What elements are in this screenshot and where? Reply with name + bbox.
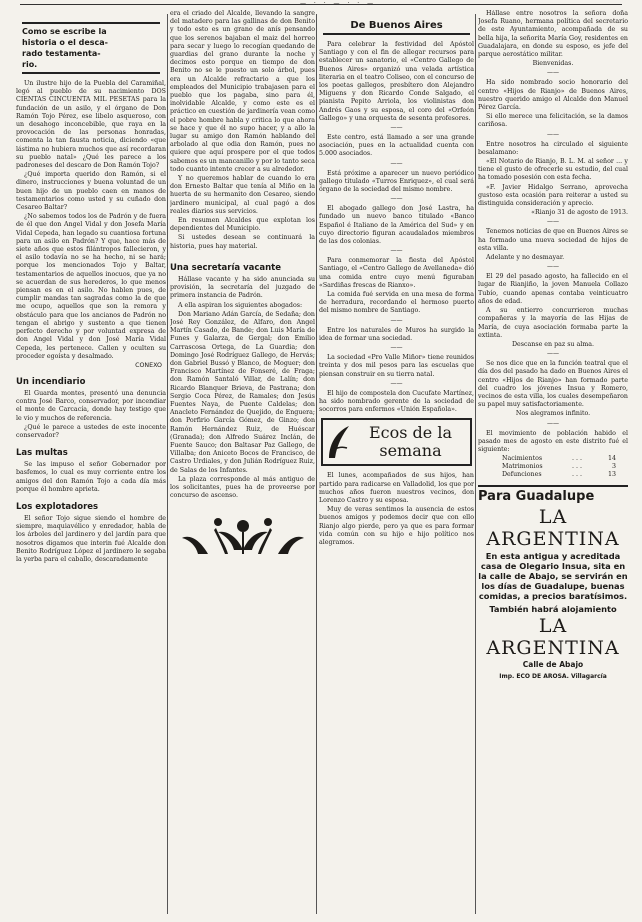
divider: ——: [547, 350, 559, 358]
column-3: [319, 10, 474, 916]
news-item: La comida fué servida en una mesa de forma de herradura, recordando el hermoso puerto del mismo nombre de Santiago.: [319, 291, 474, 315]
paragraph: Un ilustre hijo de la Puebla del Caramiñal, legó al pueblo de su nacimiento DOS CIENTAS CINCUENTA MIL PESETAS para la fundación de un asilo, y el órgano de Don Ramón Tojo Pérez, ese libelo asqueroso, con un desahogo inconcebible, que raya en la provocación de las personas honradas, comenta la tan fausta noticia, diciendo «que lástima no hubiera muchos que así recordaran su pueblo natal» ¿Qué les parece a los padroneses del descaro de Don Ramón Tojo?: [16, 80, 166, 170]
column-2: [170, 10, 315, 916]
divider: ——: [547, 419, 559, 427]
paragraph: El señor Tojo sigue siendo el hombre de siempre, maquiavélico y enredador, habla de los árboles del jardinero y del jardín para que nosotros digamos que interin fué Alcalde don Benito Rodríguez López el jardinero le segaba la yerba para el caballo, descaradamente: [16, 514, 166, 563]
paragraph: El lunes, acompañados de sus hijos, han partido para radicarse en Valladolid, los que por muchos años fueron nuestros vecinos, don Lorenzo Castro y su esposa.: [319, 472, 474, 504]
paragraph: Hállase vacante y ha sido anunciada su provisión, la secretaría del juzgado de primera instancia de Padrón.: [170, 275, 315, 300]
paragraph: Se nos dice que en la función teatral que el día dos del pasado ha dado en Buenos Aires el centro «Hijos de Rianjo» han formado parte del cuadro los jóvenes Insua y Romero, vecinos de esta villa, los cuales desempeñaron su papel muy satisfactoriamente.: [478, 360, 628, 409]
paragraph: ¿No sabemos todos los de Padrón y de fuera de él que don Angel Vidal y don Josefa María Vidal Cepeda, han legado su cuantiosa fortuna para un asilo en Padrón? Y que, hace más de siete años que estos filántropos fallecieron, y el asilo todavía no se ha hecho, ni se hará; porque los mencionados Tojo y Baltar, testamentarios de aquellos inocuos, que ya no se acuerdan de sus herederos, lo que menos piensan es en el asilo. No hablen pues, de cumplir mandas tan sagradas como la de que me ocupo, aquellos que son la remora y obstáculo para que los ancianos de Padrón no tengan el abrigo y sustento a que tienen perfecto derecho y por voluntad expresa de don Angel Vidal y don José María Vidal Cepeda, les pertenece. Callen y oculten su proceder egoísta y desalmado.: [16, 213, 166, 360]
stats-row: Defunciones . . . 13: [502, 471, 616, 479]
paragraph: «Rianjo 31 de agosto de 1913.: [531, 209, 628, 217]
stats-row: Nacimientos . . . 14: [502, 455, 616, 463]
divider: ——: [390, 159, 403, 167]
floral-ornament-icon: [178, 510, 308, 556]
news-item: Para celebrar la festividad del Apóstol Santiago y con el fin de allegar recursos para establecer un sanatorio, el «Centro Gallego de Buenos Aires» organizó una velada artística literaria en el teatro Coliseo, con el concurso de los poetas gallegos, presbítero don Alejandro Miguens y don Ricardo Conde Salgado, el pianista Pepito Arriola, los violinistas don Andrés Gaos y su esposa, el coro del «Orfeón Gallego» y una orquesta de sesenta profesores.: [319, 41, 474, 122]
paragraph: Ha sido nombrado socio honorario del centro «Hijos de Rianjo» de Buenos Aires, nuestro querido amigo el Alcalde don Manuel Pérez García.: [478, 79, 628, 112]
column-4: [478, 10, 628, 916]
news-item: El hijo de compostela don Cucufate Martínez, ha sido nombrado gerente de la sociedad de socorros para enfermos «Unión Española».: [319, 389, 474, 414]
paragraph: En resumen Alcaldes que explotan los dependientes del Municipio.: [170, 217, 315, 233]
paragraph: El movimiento de población habido el pasado mes de agosto en este distrito fué el siguiente:: [478, 429, 628, 453]
divider: ——: [390, 379, 403, 387]
ecos-title-line: semana: [379, 441, 442, 461]
paragraph: Y no queremos hablar de cuando lo era don Ernesto Baltar que tenía al Miño en la huerta de su hermanito don Cesareo, siendo jardinero municipal, al cual pagó a dos reales diarios sus servicios.: [170, 175, 315, 215]
paragraph: Entre nosotros ha circulado el siguiente besalamano:: [478, 140, 628, 156]
scroll-ornament-icon: [325, 422, 353, 462]
paragraph: Adelante y no desmayar.: [486, 254, 565, 262]
paragraph: «El Notario de Rianjo, B. L. M. al señor ... y tiene el gusto de ofrecerle su estudio, del cual ha tomado posesión con esta fecha.: [478, 158, 628, 182]
column-rule: [475, 14, 476, 914]
section-heading: Un incendiario: [16, 376, 86, 387]
ecos-title-line: Ecos de la: [368, 423, 453, 443]
column-1: [16, 10, 166, 916]
ad-business-name: LA ARGENTINA: [486, 506, 620, 551]
article-headline-box: [22, 22, 160, 74]
headline-line: rado testamenta-: [22, 49, 101, 58]
paragraph: era el criado del Alcalde, llevando la sangre del matadero para las gallinas de don Benito y todo esto es un grano de anís pensando que los serenos bajaban el maiz del horreo para secar y luego lo recogían quedando de guardias del grano durante la noche y decimos esto porque en tiempo de don Benito no se le puesto un solo árbol, pues era un Alcalde refractario a que los empleados del Municipio trabajasen para el pueblo que los pagaba, sino para él, inolvidable Alcalde, y como este es el práctico en cuestión de jardinería vean como el pobre hombre habla y critica lo que ahora se hace y que él no supo hacer, y a allo la lugar su amigo don Ramón hablando del arbolado al que odia don Ramón, pues no quiere que aquí prospere por el que todos sabemos es un mancanillo y por lo tanto seca todo cuanto intente crecer a su alrededor.: [170, 10, 315, 173]
paragraph: La plaza corresponde al más antiguo de los solicitantes, pues ha de proveerse por concurso de ascenso.: [170, 475, 315, 500]
news-item: Está próxime a aparecer un nuevo periódico gallego titulado «Turros Enriquez», el cual será órgano de la sociedad del mismo nombre.: [319, 169, 474, 194]
divider: ——: [390, 344, 403, 352]
divider: ——: [390, 316, 403, 324]
author-signoff: CONEXO: [135, 361, 162, 369]
paragraph: ¿Qué le parece a ustedes de este inocente conservador?: [16, 423, 166, 439]
divider: ——: [390, 247, 403, 255]
paragraph: El Guarda montes, presentó una denuncia contra José Barco, conservador, por incendiar el monte de Carcacía, donde hay testigo que le vio y muchos de referencia.: [16, 389, 166, 422]
headline-line: Como se escribe la: [22, 27, 107, 36]
population-stats: [502, 455, 628, 479]
ad-text: En esta antigua y acreditada casa de Olegario Insua, sita en la calle de Abajo, se servirán en los días de Guadalupe, buenas comidas, a precios baratísimos.: [478, 551, 628, 602]
news-item: Entre los naturales de Muros ha surgido la idea de formar una sociedad.: [319, 326, 474, 342]
stats-row: Matrimonios . . . 3: [502, 463, 616, 471]
divider: ——: [390, 124, 403, 132]
column-rule: [316, 14, 317, 914]
column-rule: [167, 14, 168, 914]
news-item: Este centro, está llamado a ser una grande asociación, pues en la actualidad cuenta con 5.000 asociados.: [319, 134, 474, 158]
advertisement: [478, 485, 628, 680]
divider: ——: [547, 69, 559, 77]
paragraph: ¿Qué importa querido don Ramón, si el dinero, instrucciones y buena voluntad de un buen hijo de un pueblo caen en manos de testamentarios como usted y su cuñado don Cesareo Baltar?: [16, 171, 166, 212]
ecos-banner: [321, 418, 472, 466]
section-title-buenos-aires: De Buenos Aires: [323, 20, 470, 35]
paragraph: El 29 del pasado agosto, ha fallecido en el lugar de Rianjiño, la joven Manuela Collazo Tubío, cuando apenas contaba veinticuatro años de edad.: [478, 273, 628, 305]
paragraph: Si ustedes desean se continuará la historia, pues hay material.: [170, 234, 315, 250]
paragraph: Bienvenidas.: [532, 60, 574, 68]
divider: ——: [547, 130, 559, 138]
ad-text: También habrá alojamiento: [489, 604, 617, 615]
printer-imprint: Imp. ECO DE AROSA. Villagarcía: [499, 673, 607, 681]
paragraph: Se las impuso el señor Gobernador por basfemos, lo cual es muy corriente entre los amigos del don Ramón Tojo a cada día más porque él hombre aprieta.: [16, 461, 166, 493]
paragraph: Nos alegramos infinito.: [515, 410, 591, 418]
paragraph: Si ello merece una felicitación, se la damos cariñosa.: [478, 113, 628, 129]
paragraph: Don Mariano Adán García, de Sedaña; don José Rey González, de Alfaro, don Angel Martín Casado, de Bande; don Luis María de Funes y Galarza, de Gergal; don Emilio Carrascosa Ortega, de La Guardia; don Domingo José Rodríguez Gallego, de Hervás; don Gabriel Bussó y Blanco, de Moguer; don Francisco Martínez de Fonseré, de Fraga; don Ramón Santaló Villar, de Lalín; don Ricardo Blanquer Brieva, de Pastrana; don Sergio Coca Pérez, de Ramales; don Jesús Fuentes Naya, de Puente Caldelas; don Anacleto Fernández de Quejido, de Enguera; don Porfirio García Gómez, de Ginzo; don Ramón Hernández Ruiz, de Huéscar (Granada); don Alfredo Suárez Inclán, de Fuente Sauco; don Baltasar Paz Gallego, de Villalba; don Aniceto Bocos de Francisco, de Castro Urdiales, y don Julián Rodríguez Ruiz, de Salas de los Infantes.: [170, 310, 315, 474]
news-item: Para conmemorar la fiesta del Apóstol Santiago, el «Centro Gallego de Avellaneda» dió una comida entre cuyo menú figuraban «Sardiñas frescas de Rianxo».: [319, 257, 474, 289]
paragraph: «F. Javier Hidalgo Serrano, aprovecha gustoso esta ocasión para reiterar a usted su distinguida consideración y aprecio.: [478, 183, 628, 208]
paragraph: Muy de veras sentimos la ausencia de estos buenos amigos y podemos decir que con ello Rianjo algo pierde, pero ya que es para formar vida común con su hijo e hijo político nos alegramos.: [319, 506, 474, 546]
headline-line: historia o el desca-: [22, 38, 108, 47]
section-heading: Los explotadores: [16, 501, 99, 512]
paragraph: A ella aspiran los siguientes abogados:: [178, 301, 303, 309]
divider: ——: [547, 218, 559, 226]
paragraph: Hállase entre nosotros la señora doña Josefa Ruano, hermana política del secretario de este Ayuntamiento, acompañada de su bella hija, la señorita María Goy, residentes en Guadalajara, en donde su esposo, es jefe del parque aerostático militar.: [478, 10, 628, 59]
ad-address: Calle de Abajo: [522, 660, 584, 670]
divider: ——: [390, 195, 403, 203]
masthead-fragment: — · · — · · —: [300, 0, 377, 7]
headline-line: rio.: [22, 60, 38, 69]
news-item: El abogado gallego don José Lastra, ha fundado un nuevo banco titulado «Banco Español é Italiano de la América del Sud» y en cuyo directorio figuran acaudalados miembros de las dos colonias.: [319, 205, 474, 246]
ad-heading: Para Guadalupe: [478, 489, 595, 505]
paragraph: Tenemos noticias de que en Buenos Aires se ha formado una nueva sociedad de hijos de esta villa.: [478, 228, 628, 252]
divider: ——: [547, 263, 559, 271]
section-heading: Las multas: [16, 448, 68, 459]
ad-business-name: LA ARGENTINA: [486, 615, 620, 660]
paragraph: Descanse en paz su alma.: [512, 340, 594, 348]
section-heading: Una secretaría vacante: [170, 262, 281, 273]
paragraph: A su entierro concurrieron muchas compañeras y la mayoría de las Hijas de María, de cuya asociación formaba parte la extinta.: [478, 307, 628, 339]
news-item: La sociedad «Pro Valle Miñor» tiene reunidos treinta y dos mil pesos para las escuelas que piensan construir en su tierra natal.: [319, 354, 474, 378]
